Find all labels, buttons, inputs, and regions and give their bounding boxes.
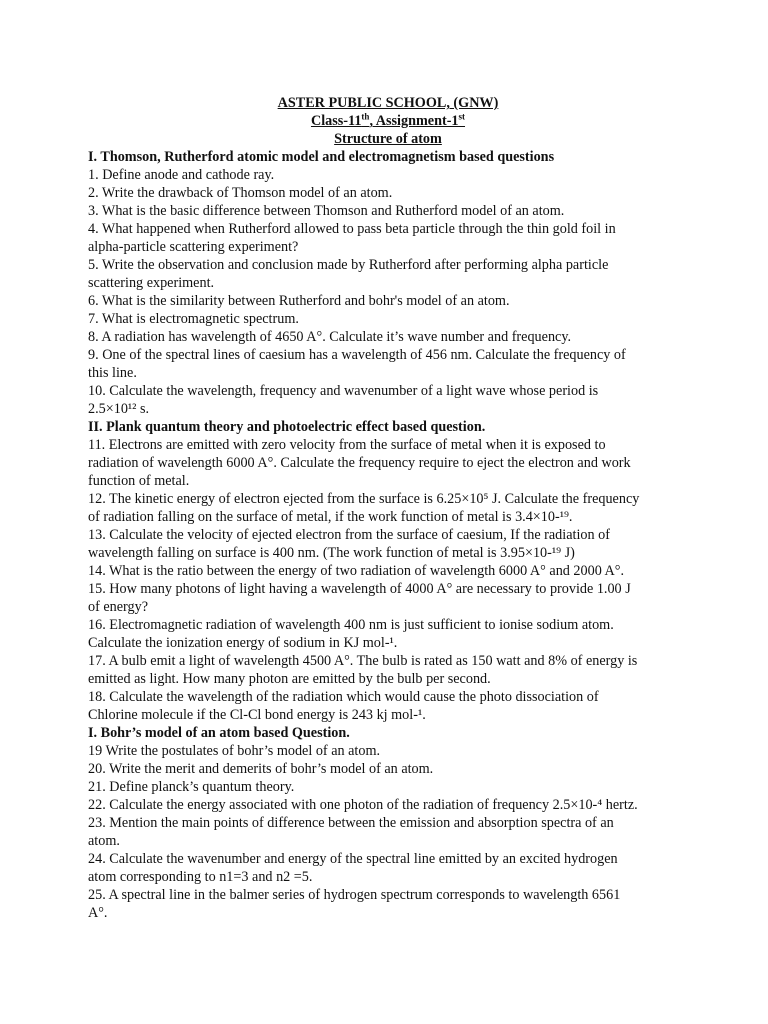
school-name — [88, 94, 688, 112]
question-line: 21. Define planck’s quantum theory. — [88, 779, 295, 795]
question-line: of radiation falling on the surface of metal, if the work function of metal is 3.4×10-¹⁹. — [88, 509, 573, 525]
question-item — [88, 616, 688, 652]
assignment-sup: st — [458, 111, 466, 122]
question-line: function of metal. — [88, 473, 190, 489]
question-line: 2.5×10¹² s. — [88, 401, 150, 417]
question-item — [88, 256, 688, 292]
question-line: of energy? — [88, 599, 149, 615]
question-line: 16. Electromagnetic radiation of wavelength 400 nm is just sufficient to ionise sodium atom. — [88, 617, 614, 633]
question-item — [88, 310, 688, 328]
question-line: alpha-particle scattering experiment? — [88, 239, 299, 255]
question-item — [88, 202, 688, 220]
question-line: 6. What is the similarity between Rutherford and bohr's model of an atom. — [88, 293, 510, 309]
question-line: atom corresponding to n1=3 and n2 =5. — [88, 869, 313, 885]
school-name-text: ASTER PUBLIC SCHOOL, (GNW) — [277, 95, 499, 111]
question-line: this line. — [88, 365, 137, 381]
question-item — [88, 796, 688, 814]
question-line: Calculate the ionization energy of sodium in KJ mol-¹. — [88, 635, 398, 651]
assignment-page — [88, 94, 688, 922]
question-item — [88, 562, 688, 580]
class-sup: th — [361, 111, 370, 122]
class-prefix: Class-11 — [310, 113, 362, 129]
question-line: 9. One of the spectral lines of caesium has a wavelength of 456 nm. Calculate the frequency of — [88, 347, 626, 363]
question-line: 20. Write the merit and demerits of bohr’s model of an atom. — [88, 761, 434, 777]
question-item — [88, 328, 688, 346]
question-item — [88, 760, 688, 778]
question-line: 13. Calculate the velocity of ejected electron from the surface of caesium, If the radiation of — [88, 527, 610, 543]
assignment-label: , Assignment-1 — [369, 113, 459, 129]
question-line: 11. Electrons are emitted with zero velocity from the surface of metal when it is exposed to — [88, 437, 606, 453]
question-line: 22. Calculate the energy associated with one photon of the radiation of frequency 2.5×10-⁴ hertz. — [88, 797, 638, 813]
question-line: radiation of wavelength 6000 A°. Calculate the frequency require to eject the electron and work — [88, 455, 631, 471]
question-line: 2. Write the drawback of Thomson model of an atom. — [88, 185, 393, 201]
question-sections — [88, 148, 688, 922]
question-item — [88, 814, 688, 850]
question-line: 18. Calculate the wavelength of the radiation which would cause the photo dissociation of — [88, 689, 599, 705]
question-item — [88, 526, 688, 562]
question-line: wavelength falling on surface is 400 nm. (The work function of metal is 3.95×10-¹⁹ J) — [88, 545, 575, 561]
question-item — [88, 220, 688, 256]
question-item — [88, 652, 688, 688]
question-line: 17. A bulb emit a light of wavelength 4500 A°. The bulb is rated as 150 watt and 8% of energy is — [88, 653, 638, 669]
section-heading: I. Thomson, Rutherford atomic model and electromagnetism based questions — [88, 149, 555, 165]
question-item — [88, 850, 688, 886]
question-item — [88, 688, 688, 724]
question-item — [88, 742, 688, 760]
question-line: 10. Calculate the wavelength, frequency and wavenumber of a light wave whose period is — [88, 383, 599, 399]
question-item — [88, 346, 688, 382]
question-line: 3. What is the basic difference between Thomson and Rutherford model of an atom. — [88, 203, 565, 219]
question-line: Chlorine molecule if the Cl-Cl bond energy is 243 kj mol-¹. — [88, 707, 426, 723]
question-line: 15. How many photons of light having a wavelength of 4000 A° are necessary to provide 1.00 J — [88, 581, 631, 597]
class-assignment-line — [88, 112, 688, 130]
topic-title-text: Structure of atom — [334, 131, 442, 147]
question-item — [88, 184, 688, 202]
question-line: 19 Write the postulates of bohr’s model of an atom. — [88, 743, 381, 759]
question-line: 4. What happened when Rutherford allowed to pass beta particle through the thin gold foil in — [88, 221, 616, 237]
topic-title — [88, 130, 688, 148]
question-item — [88, 886, 688, 922]
question-line: atom. — [88, 833, 120, 849]
class-assignment-text — [311, 113, 465, 129]
question-item — [88, 166, 688, 184]
question-item — [88, 490, 688, 526]
question-item — [88, 382, 688, 418]
question-line: 8. A radiation has wavelength of 4650 A°. Calculate it’s wave number and frequency. — [88, 329, 572, 345]
question-line: scattering experiment. — [88, 275, 215, 291]
question-line: 12. The kinetic energy of electron ejected from the surface is 6.25×10⁵ J. Calculate the frequency — [88, 491, 640, 507]
question-item — [88, 778, 688, 796]
question-item — [88, 292, 688, 310]
question-line: 23. Mention the main points of difference between the emission and absorption spectra of an — [88, 815, 614, 831]
question-line: 7. What is electromagnetic spectrum. — [88, 311, 299, 327]
question-line: A°. — [88, 905, 108, 921]
question-line: 24. Calculate the wavenumber and energy of the spectral line emitted by an excited hydrogen — [88, 851, 618, 867]
question-item — [88, 580, 688, 616]
section-heading: I. Bohr’s model of an atom based Question. — [88, 725, 350, 741]
question-line: 1. Define anode and cathode ray. — [88, 167, 275, 183]
question-line: emitted as light. How many photon are emitted by the bulb per second. — [88, 671, 491, 687]
section-heading: II. Plank quantum theory and photoelectric effect based question. — [88, 419, 486, 435]
question-line: 25. A spectral line in the balmer series of hydrogen spectrum corresponds to wavelength 6561 — [88, 887, 621, 903]
question-line: 5. Write the observation and conclusion made by Rutherford after performing alpha particle — [88, 257, 609, 273]
question-line: 14. What is the ratio between the energy of two radiation of wavelength 6000 A° and 2000 A°. — [88, 563, 625, 579]
question-item — [88, 436, 688, 490]
